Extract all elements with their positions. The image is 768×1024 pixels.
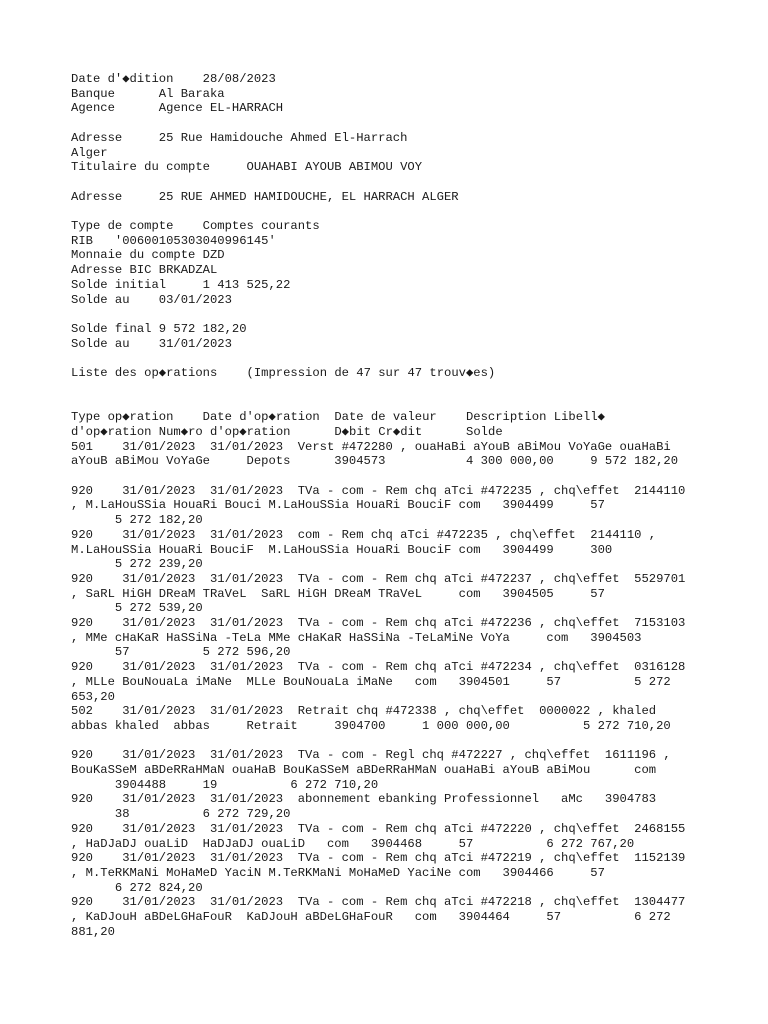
statement-line: [71, 381, 761, 396]
statement-line: [71, 395, 761, 410]
statement-line: [71, 116, 761, 131]
statement-line: Type op◆ration Date d'op◆ration Date de valeur Description Libell◆: [71, 410, 605, 425]
statement-line: 920 31/01/2023 31/01/2023 TVa - com - Rem chq aTci #472236 , chq\effet 7153103: [71, 616, 686, 631]
statement-line: 920 31/01/2023 31/01/2023 TVa - com - Rem chq aTci #472235 , chq\effet 2144110: [71, 483, 686, 498]
statement-line: [71, 469, 761, 484]
statement-line: , M.TeRKMaNi MoHaMeD YaciN M.TeRKMaNi MoHaMeD YaciNe com 3904466 57: [71, 865, 605, 880]
statement-line: Titulaire du compte OUAHABI AYOUB ABIMOU VOY: [71, 160, 423, 175]
statement-line: 5 272 539,20: [71, 601, 203, 616]
statement-line: M.LaHouSSia HouaRi BouciF M.LaHouSSia HouaRi BouciF com 3904499 300: [71, 542, 613, 557]
statement-line: aYouB aBiMou VoYaGe Depots 3904573 4 300 000,00 9 572 182,20: [71, 454, 679, 469]
statement-line: [71, 175, 761, 190]
statement-line: , MLLe BouNouaLa iMaNe MLLe BouNouaLa iMaNe com 3904501 57 5 272: [71, 674, 671, 689]
statement-line: Solde final 9 572 182,20: [71, 321, 247, 336]
statement-line: 3904488 19 6 272 710,20: [71, 777, 379, 792]
statement-line: Adresse 25 RUE AHMED HAMIDOUCHE, EL HARRACH ALGER: [71, 189, 459, 204]
statement-line: 57 5 272 596,20: [71, 645, 291, 660]
statement-line: , MMe cHaKaR HaSSiNa -TeLa MMe cHaKaR HaSSiNa -TeLaMiNe VoYa com 3904503: [71, 630, 642, 645]
statement-line: Agence Agence EL-HARRACH: [71, 101, 284, 116]
statement-line: d'op◆ration Num◆ro d'op◆ration D◆bit Cr◆dit Solde: [71, 424, 503, 439]
statement-line: 920 31/01/2023 31/01/2023 TVa - com - Regl chq #472227 , chq\effet 1611196 ,: [71, 748, 671, 763]
statement-line: Adresse BIC BRKADZAL: [71, 263, 218, 278]
statement-line: 920 31/01/2023 31/01/2023 abonnement ebanking Professionnel aMc 3904783: [71, 792, 657, 807]
statement-line: 501 31/01/2023 31/01/2023 Verst #472280 , ouaHaBi aYouB aBiMou VoYaGe ouaHaBi: [71, 439, 671, 454]
statement-line: 920 31/01/2023 31/01/2023 com - Rem chq aTci #472235 , chq\effet 2144110 ,: [71, 527, 657, 542]
statement-line: 5 272 182,20: [71, 513, 203, 528]
statement-line: 920 31/01/2023 31/01/2023 TVa - com - Rem chq aTci #472237 , chq\effet 5529701: [71, 571, 686, 586]
statement-line: [71, 734, 761, 749]
statement-line: 920 31/01/2023 31/01/2023 TVa - com - Rem chq aTci #472220 , chq\effet 2468155: [71, 821, 686, 836]
statement-line: Solde initial 1 413 525,22: [71, 277, 291, 292]
bank-statement-page: [71, 72, 761, 939]
statement-line: 881,20: [71, 924, 115, 939]
statement-line: [71, 351, 761, 366]
statement-line: abbas khaled abbas Retrait 3904700 1 000 000,00 5 272 710,20: [71, 718, 671, 733]
statement-line: 502 31/01/2023 31/01/2023 Retrait chq #472338 , chq\effet 0000022 , khaled: [71, 704, 657, 719]
statement-line: Monnaie du compte DZD: [71, 248, 225, 263]
statement-line: , SaRL HiGH DReaM TRaVeL SaRL HiGH DReaM TRaVeL com 3904505 57: [71, 586, 605, 601]
statement-line: BouKaSSeM aBDeRRaHMaN ouaHaB BouKaSSeM aBDeRRaHMaN ouaHaBi aYouB aBiMou com: [71, 763, 657, 778]
statement-line: , HaDJaDJ ouaLiD HaDJaDJ ouaLiD com 3904468 57 6 272 767,20: [71, 836, 635, 851]
statement-line: Solde au 03/01/2023: [71, 292, 232, 307]
statement-line: Liste des op◆rations (Impression de 47 sur 47 trouv◆es): [71, 366, 496, 381]
statement-line: 6 272 824,20: [71, 880, 203, 895]
statement-line: Alger: [71, 145, 108, 160]
statement-line: 920 31/01/2023 31/01/2023 TVa - com - Rem chq aTci #472219 , chq\effet 1152139: [71, 851, 686, 866]
statement-line: RIB '00600105303040996145': [71, 233, 276, 248]
statement-line: 38 6 272 729,20: [71, 807, 291, 822]
statement-line: , KaDJouH aBDeLGHaFouR KaDJouH aBDeLGHaFouR com 3904464 57 6 272: [71, 910, 671, 925]
statement-line: Type de compte Comptes courants: [71, 219, 320, 234]
statement-line: Banque Al Baraka: [71, 86, 225, 101]
statement-text: [71, 72, 761, 939]
statement-line: 5 272 239,20: [71, 557, 203, 572]
statement-line: , M.LaHouSSia HouaRi Bouci M.LaHouSSia HouaRi BouciF com 3904499 57: [71, 498, 605, 513]
statement-line: [71, 307, 761, 322]
statement-line: 920 31/01/2023 31/01/2023 TVa - com - Rem chq aTci #472234 , chq\effet 0316128: [71, 660, 686, 675]
statement-line: Adresse 25 Rue Hamidouche Ahmed El-Harrach: [71, 130, 408, 145]
statement-line: 920 31/01/2023 31/01/2023 TVa - com - Rem chq aTci #472218 , chq\effet 1304477: [71, 895, 686, 910]
statement-line: 653,20: [71, 689, 115, 704]
statement-line: [71, 204, 761, 219]
statement-line: Solde au 31/01/2023: [71, 336, 232, 351]
statement-line: Date d'◆dition 28/08/2023: [71, 72, 276, 86]
